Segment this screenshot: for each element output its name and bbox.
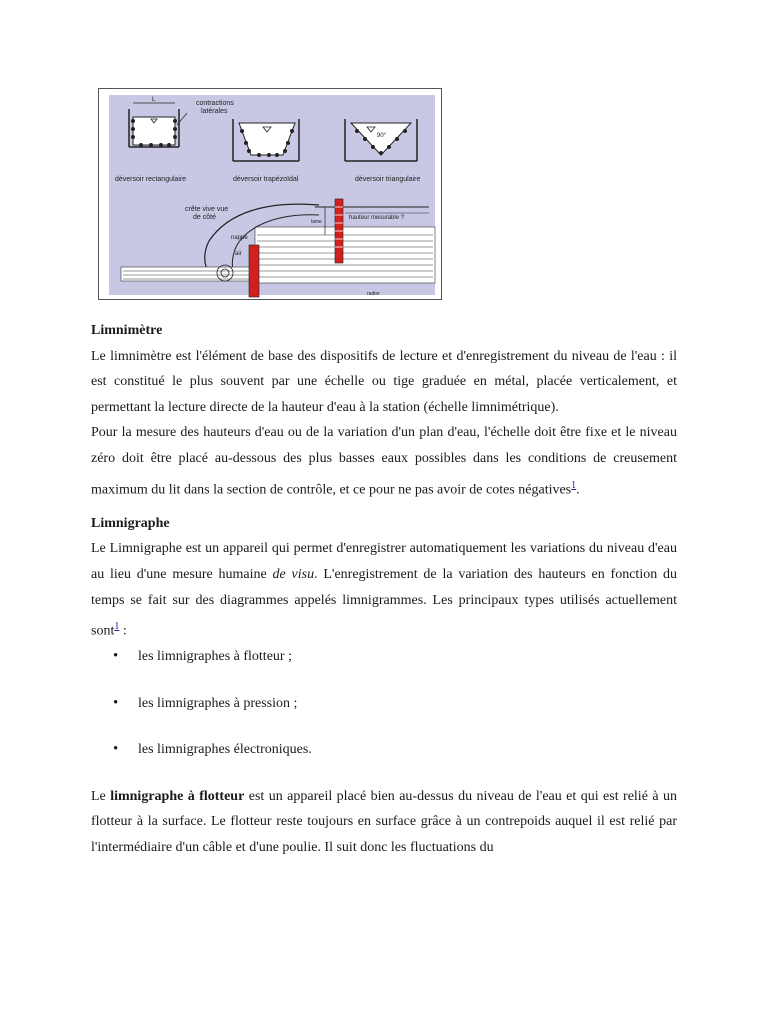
lame-label: lame bbox=[311, 219, 322, 225]
section-title-limnigraphe: Limnigraphe bbox=[91, 515, 170, 531]
weir-width-label: L bbox=[152, 97, 156, 103]
limnigraphe-p1-end: : bbox=[119, 623, 127, 639]
limnimetre-paragraph-2-end: . bbox=[576, 482, 580, 498]
limnimetre-paragraph-2 bbox=[91, 420, 677, 502]
weir-plate bbox=[249, 245, 259, 297]
weir-diagram-figure bbox=[98, 88, 442, 300]
limnigraphe-paragraph-1 bbox=[91, 536, 677, 644]
angle-label: 90° bbox=[377, 133, 387, 139]
limnigraphe-paragraph-2 bbox=[91, 784, 677, 861]
bottom-label: radier bbox=[367, 291, 380, 297]
limnigraphe-p2-bold: limnigraphe à flotteur bbox=[110, 788, 245, 804]
crest-label-2: de côté bbox=[193, 214, 216, 221]
limnimetre-paragraph-2-text: Pour la mesure des hauteurs d'eau ou de la variation d'un plan d'eau, l'échelle doit être fixe et le niveau zéro doit être placé au-dessous des plus basses eaux possibles dans les conditions de creusement maximum du lit dans la section de contrôle, et ce pour ne pas avoir de cotes négatives bbox=[91, 425, 677, 498]
weir-trap-caption: déversoir trapézoïdal bbox=[233, 176, 299, 183]
list-item: • les limnigraphes à pression ; bbox=[91, 691, 677, 717]
footnote-link-1[interactable]: 1 bbox=[571, 479, 577, 491]
head-label: hauteur mesurable ? bbox=[349, 215, 405, 221]
air-label: air bbox=[235, 251, 242, 257]
limnigraph-types-list bbox=[91, 644, 677, 762]
limnigraphe-p1-b: . L'enregistrement de la variation des hauteurs en fonction du temps se fait sur des diagrammes appelés limnigrammes. Les principaux types utilisés actuellement sont bbox=[91, 567, 678, 639]
list-item: • les limnigraphes à flotteur ; bbox=[91, 644, 677, 670]
weir-tri-caption: déversoir triangulaire bbox=[355, 176, 421, 183]
limnigraphe-p2-a: Le bbox=[91, 788, 111, 804]
contractions-label-1: contractions bbox=[196, 100, 234, 107]
list-item: • les limnigraphes électroniques. bbox=[91, 737, 677, 763]
limnigraphe-p1-em: de visu bbox=[272, 567, 315, 582]
contractions-label-2: latérales bbox=[201, 108, 228, 115]
limnigraphe-p1-a: Le Limnigraphe est un appareil qui permet d'enregistrer automatiquement les variations du niveau d'eau au lieu d'une mesure humaine bbox=[91, 541, 677, 582]
crest-label-1: crête vive vue bbox=[185, 206, 229, 213]
limnigraphe-p2-c: est un appareil placé bien au-dessus du niveau de l'eau et qui est relié à un flotteur à la surface. Le flotteur reste toujours en surface grâce à un contrepoids auquel il est relié par l'intermédiaire d'un câble et d'une poulie. Il suit donc les fluctuations du bbox=[91, 788, 677, 855]
document-body bbox=[91, 318, 677, 860]
weir-rect-caption: déversoir rectangulaire bbox=[115, 176, 187, 183]
weir-diagram bbox=[99, 89, 441, 299]
footnote-link-2[interactable]: 1 bbox=[114, 621, 120, 633]
nappe-label: nappe bbox=[231, 235, 248, 241]
limnimetre-paragraph-1: Le limnimètre est l'élément de base des dispositifs de lecture et d'enregistrement du niveau de l'eau : il est constitué le plus souvent par une échelle ou tige graduée en métal, placée verticalement, et permettant la lecture directe de la hauteur d'eau à la station (échelle limnimétrique). bbox=[91, 348, 677, 415]
section-title-limnimetre: Limnimètre bbox=[91, 323, 163, 338]
